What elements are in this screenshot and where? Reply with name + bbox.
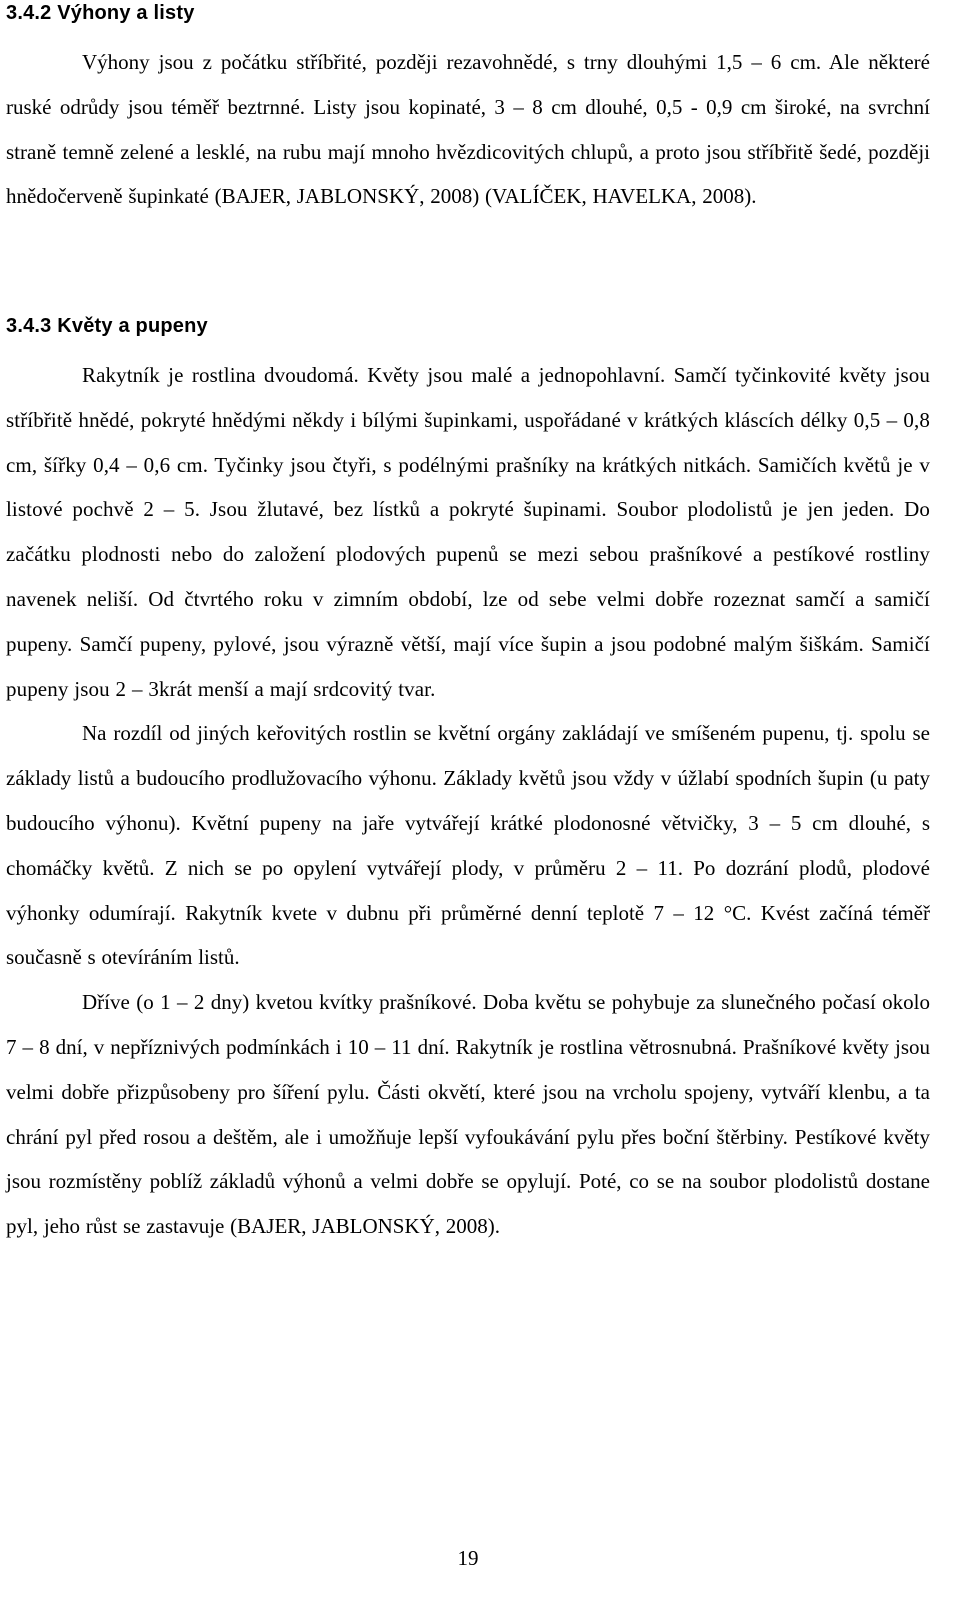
section-kvety-a-pupeny [6, 313, 930, 1249]
section-heading: 3.4.3 Květy a pupeny [6, 315, 208, 337]
paragraph: Výhony jsou z počátku stříbřité, později rezavohnědé, s trny dlouhými 1,5 – 6 cm. Ale některé ruské odrůdy jsou téměř beztrnné. Listy jsou kopinaté, 3 – 8 cm dlouhé, 0,5 - 0,9 cm široké, na svrchní straně temně zelené a lesklé, na rubu mají mnoho hvězdicovitých chlupů, a proto jsou stříbřitě šedé, později hnědočerveně šupinkaté (BAJER, JABLONSKÝ, 2008) (VALÍČEK, HAVELKA, 2008). [6, 50, 930, 209]
paragraph: Dříve (o 1 – 2 dny) kvetou kvítky prašníkové. Doba květu se pohybuje za slunečného počasí okolo 7 – 8 dní, v nepříznivých podmínkách i 10 – 11 dní. Rakytník je rostlina větrosnubná. Prašníkové květy jsou velmi dobře přizpůsobeny pro šíření pylu. Části okvětí, které jsou na vrcholu spojeny, vytváří klenbu, a ta chrání pyl před rosou a deštěm, ale i umožňuje lepší vyfoukávání pylu přes boční štěrbiny. Pestíkové květy jsou rozmístěny poblíž základů výhonů a velmi dobře se opylují. Poté, co se na soubor plodolistů dostane pyl, jeho růst se zastavuje (BAJER, JABLONSKÝ, 2008). [6, 990, 930, 1239]
paragraph: Na rozdíl od jiných keřovitých rostlin se květní orgány zakládají ve smíšeném pupenu, tj. spolu se základy listů a budoucího prodlužovacího výhonu. Základy květů jsou vždy v úžlabí spodních šupin (u paty budoucího výhonu). Květní pupeny na jaře vytvářejí krátké plodonosné větvičky, 3 – 5 cm dlouhé, s chomáčky květů. Z nich se po opylení vytvářejí plody, v průměru 2 – 11. Po dozrání plodů, plodové výhonky odumírají. Rakytník kvete v dubnu při průměrné denní teplotě 7 – 12 °C. Kvést začíná téměř současně s otevíráním listů. [6, 721, 930, 970]
section-vyhony-a-listy [6, 0, 930, 219]
paragraph: Rakytník je rostlina dvoudomá. Květy jsou malé a jednopohlavní. Samčí tyčinkovité květy jsou stříbřitě hnědé, pokryté hnědými někdy i bílými šupinkami, uspořádané v krátkých kláscích délky 0,5 – 0,8 cm, šířky 0,4 – 0,6 cm. Tyčinky jsou čtyři, s podélnými prašníky na krátkých nitkách. Samičích květů je v listové pochvě 2 – 5. Jsou žlutavé, bez lístků a pokryté šupinami. Soubor plodolistů je jen jeden. Do začátku plodnosti nebo do založení plodových pupenů se mezi sebou prašníkové a pestíkové rostliny navenek neliší. Od čtvrtého roku v zimním období, lze od sebe velmi dobře rozeznat samčí a samičí pupeny. Samčí pupeny, pylové, jsou výrazně větší, mají více šupin a jsou podobné malým šiškám. Samičí pupeny jsou 2 – 3krát menší a mají srdcovitý tvar. [6, 363, 930, 701]
page-number: 19 [457, 1546, 479, 1570]
section-heading: 3.4.2 Výhony a listy [6, 2, 195, 24]
